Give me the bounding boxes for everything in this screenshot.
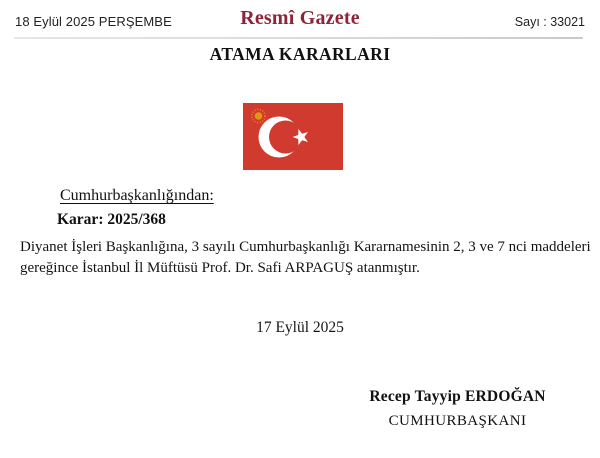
signatory-title: CUMHURBAŞKANI bbox=[388, 413, 527, 429]
decision-body-line-2: gereğince İstanbul İl Müftüsü Prof. Dr. Safi ARPAGUŞ atanmıştır. bbox=[20, 259, 420, 276]
decision-date: 17 Eylül 2025 bbox=[256, 319, 344, 336]
issuer-heading: Cumhurbaşkanlığından: bbox=[60, 187, 214, 204]
section-title: ATAMA KARARLARI bbox=[209, 44, 391, 64]
flag-graphic bbox=[243, 103, 343, 170]
signatory-name: Recep Tayyip ERDOĞAN bbox=[369, 388, 546, 405]
seal-sun-icon bbox=[255, 112, 263, 120]
masthead-title: Resmî Gazete bbox=[240, 7, 360, 29]
decision-body bbox=[20, 237, 591, 278]
decision-body-line-1: Diyanet İşleri Başkanlığına, 3 sayılı Cumhurbaşkanlığı Kararnamesinin 2, 3 ve 7 nci maddeleri bbox=[20, 239, 591, 255]
decision-number: Karar: 2025/368 bbox=[57, 211, 166, 228]
turkish-presidential-flag-icon bbox=[243, 103, 343, 170]
issue-number-label: Sayı : 33021 bbox=[514, 15, 585, 29]
issue-date-label: 18 Eylül 2025 PERŞEMBE bbox=[15, 14, 172, 29]
header-divider bbox=[14, 37, 583, 39]
signature-block bbox=[340, 388, 575, 430]
